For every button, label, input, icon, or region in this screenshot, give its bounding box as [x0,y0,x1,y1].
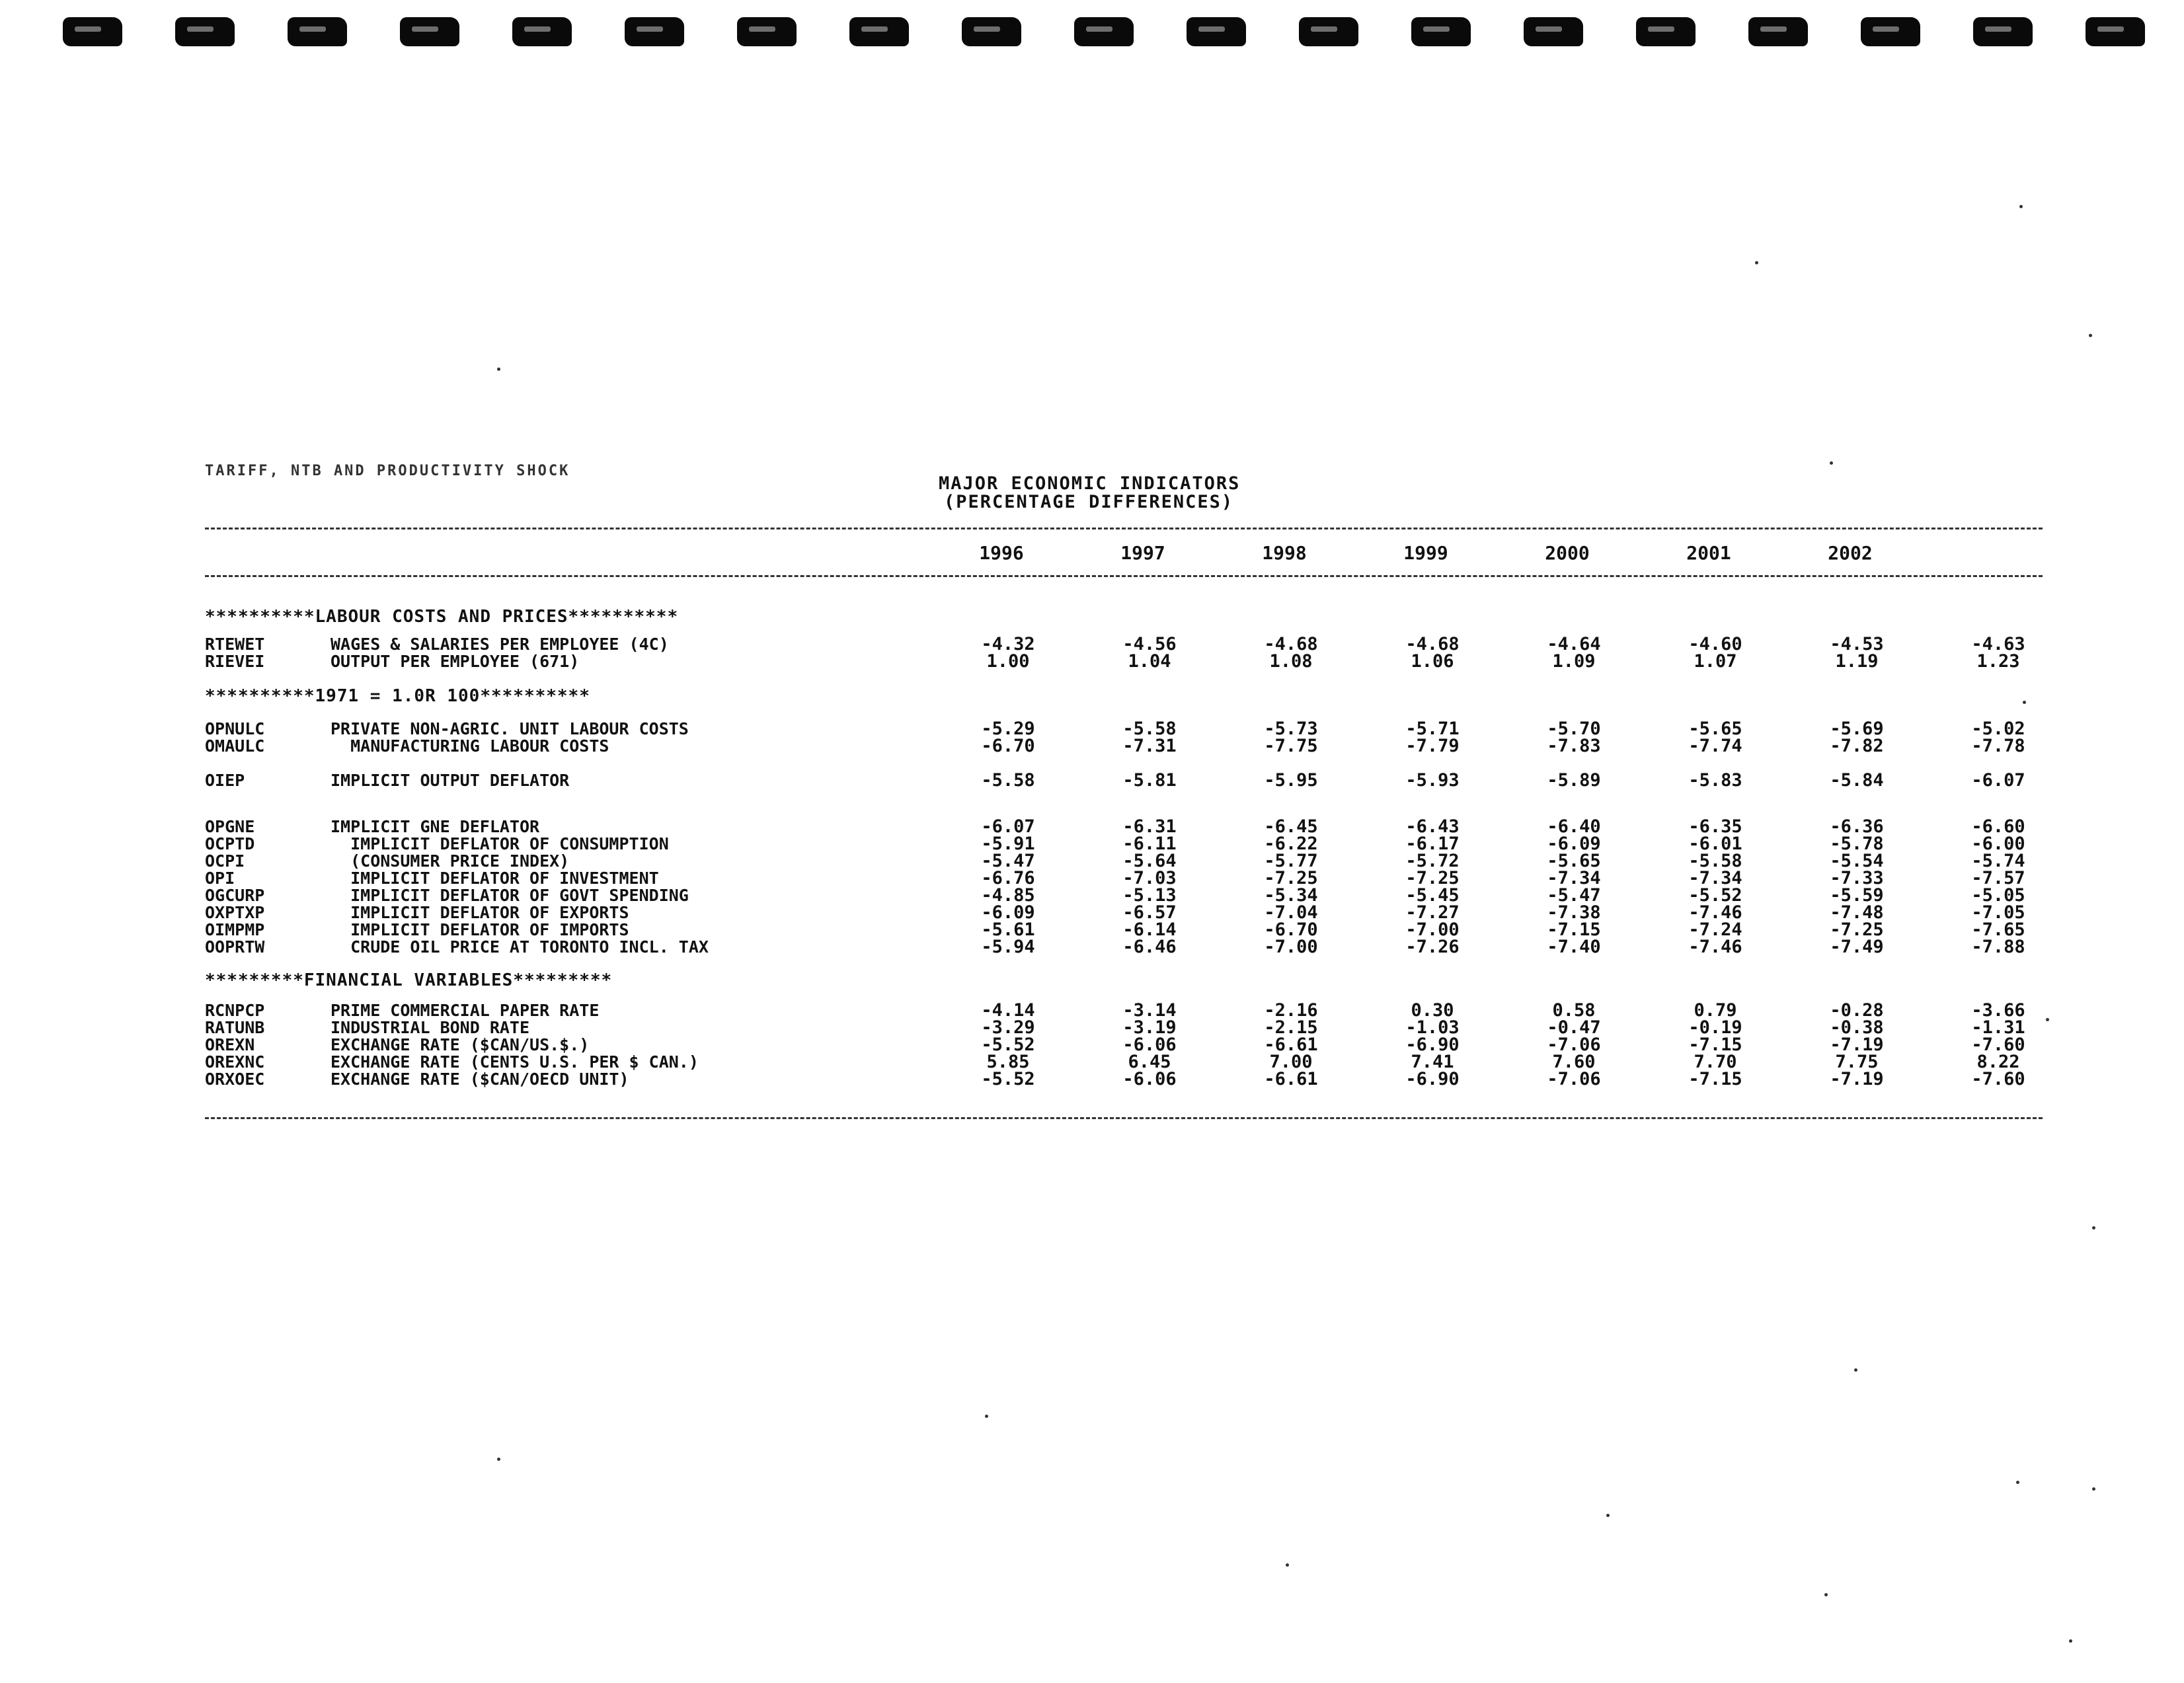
series-code: OGCURP [205,886,265,905]
value-cell: -2.15 [1264,1017,1318,1038]
value-cell: -7.06 [1547,1035,1601,1055]
indicator-report [198,456,2049,1144]
table-row [205,636,2049,653]
value-cell: -5.84 [1830,770,1884,791]
value-cell: -6.07 [1971,770,2025,791]
value-cell: 1.23 [1976,651,2020,672]
series-description: IMPLICIT DEFLATOR OF IMPORTS [331,920,629,939]
value-cell: -3.66 [1971,1000,2025,1021]
binder-hole [625,17,684,46]
value-cell: -7.79 [1405,736,1460,756]
value-cell: -3.14 [1122,1000,1177,1021]
report-title-line-2: (PERCENTAGE DIFFERENCES) [944,492,1234,512]
rule-under-years [205,575,2043,577]
section-heading-labour: **********LABOUR COSTS AND PRICES********** [205,607,679,627]
series-description: CRUDE OIL PRICE AT TORONTO INCL. TAX [331,937,709,957]
value-cell: -5.83 [1688,770,1742,791]
series-code: OREXN [205,1035,255,1054]
table-row [205,939,2049,956]
value-cell: -7.06 [1547,1069,1601,1089]
value-cell: -7.15 [1688,1035,1742,1055]
group-output-deflator [205,772,2049,789]
rule-bottom [205,1117,2043,1119]
value-cell: 1.06 [1411,651,1454,672]
table-row [205,772,2049,789]
value-cell: -7.27 [1405,902,1460,923]
value-cell: -7.83 [1547,736,1601,756]
value-cell: -3.19 [1122,1017,1177,1038]
series-code: OMAULC [205,736,265,756]
value-cell: -5.05 [1971,885,2025,906]
value-cell: -7.19 [1830,1069,1884,1089]
section-heading-base: **********1971 = 1.0R 100********** [205,686,590,706]
year-heading: 1999 [1403,542,1448,564]
value-cell: 1.08 [1269,651,1313,672]
value-cell: -6.76 [981,868,1035,888]
value-cell: -5.47 [981,851,1035,871]
value-cell: -6.46 [1122,937,1177,957]
value-cell: -5.93 [1405,770,1460,791]
value-cell: 1.04 [1128,651,1171,672]
table-row [205,738,2049,755]
value-cell: -5.81 [1122,770,1177,791]
value-cell: -7.25 [1405,868,1460,888]
series-code: OCPI [205,851,245,871]
series-description: OUTPUT PER EMPLOYEE (671) [331,652,580,671]
value-cell: -7.49 [1830,937,1884,957]
value-cell: 0.30 [1411,1000,1454,1021]
value-cell: 7.00 [1269,1052,1313,1072]
value-cell: -5.61 [981,920,1035,940]
year-heading: 1998 [1262,542,1307,564]
value-cell: -1.31 [1971,1017,2025,1038]
value-cell: -5.29 [981,719,1035,739]
value-cell: -7.82 [1830,736,1884,756]
series-description: PRIME COMMERCIAL PAPER RATE [331,1001,600,1020]
binder-hole [512,17,572,46]
series-code: OPGNE [205,817,255,836]
value-cell: -6.31 [1122,816,1177,837]
scan-speck [985,1415,988,1418]
value-cell: -7.25 [1264,868,1318,888]
scan-speck [2069,1639,2072,1643]
binder-hole [1187,17,1246,46]
series-code: OXPTXP [205,903,265,922]
value-cell: -7.40 [1547,937,1601,957]
binder-hole [1411,17,1471,46]
value-cell: -4.64 [1547,634,1601,654]
value-cell: -6.90 [1405,1069,1460,1089]
value-cell: -7.15 [1547,920,1601,940]
value-cell: -7.48 [1830,902,1884,923]
scan-speck [497,368,500,371]
series-description: IMPLICIT DEFLATOR OF GOVT SPENDING [331,886,689,905]
value-cell: -6.45 [1264,816,1318,837]
binder-hole [175,17,235,46]
value-cell: -5.47 [1547,885,1601,906]
value-cell: -7.60 [1971,1035,2025,1055]
value-cell: 7.60 [1552,1052,1596,1072]
value-cell: -4.68 [1264,634,1318,654]
value-cell: -7.03 [1122,868,1177,888]
value-cell: -6.70 [981,736,1035,756]
report-title-line-1: MAJOR ECONOMIC INDICATORS [939,473,1241,494]
value-cell: -7.34 [1547,868,1601,888]
value-cell: -5.72 [1405,851,1460,871]
value-cell: -5.69 [1830,719,1884,739]
value-cell: -2.16 [1264,1000,1318,1021]
value-cell: -4.63 [1971,634,2025,654]
scan-speck [2089,334,2092,337]
report-scenario-title: TARIFF, NTB AND PRODUCTIVITY SHOCK [205,463,570,479]
value-cell: -7.57 [1971,868,2025,888]
series-description: WAGES & SALARIES PER EMPLOYEE (4C) [331,635,669,654]
series-code: RTEWET [205,635,265,654]
value-cell: 7.70 [1694,1052,1737,1072]
table-row [205,1071,2049,1088]
value-cell: -4.60 [1688,634,1742,654]
group-wages [205,636,2049,670]
value-cell: -6.17 [1405,834,1460,854]
value-cell: -7.60 [1971,1069,2025,1089]
value-cell: -5.91 [981,834,1035,854]
value-cell: -7.46 [1688,902,1742,923]
value-cell: -6.09 [1547,834,1601,854]
year-heading: 1996 [979,542,1024,564]
value-cell: -7.00 [1405,920,1460,940]
value-cell: -7.25 [1830,920,1884,940]
value-cell: -7.31 [1122,736,1177,756]
scan-speck [1854,1368,1857,1372]
group-deflators [205,818,2049,956]
value-cell: -5.89 [1547,770,1601,791]
binder-hole [1861,17,1920,46]
series-code: RCNPCP [205,1001,265,1020]
value-cell: -5.74 [1971,851,2025,871]
binder-hole [737,17,797,46]
report-title [939,475,1240,512]
scan-speck [1824,1593,1828,1596]
value-cell: 1.19 [1835,651,1879,672]
value-cell: -6.36 [1830,816,1884,837]
value-cell: -7.33 [1830,868,1884,888]
series-description: (CONSUMER PRICE INDEX) [331,851,570,871]
value-cell: -5.52 [981,1035,1035,1055]
group-unit-labour [205,721,2049,755]
value-cell: -4.68 [1405,634,1460,654]
value-cell: -6.01 [1688,834,1742,854]
value-cell: -6.90 [1405,1035,1460,1055]
value-cell: 5.85 [986,1052,1030,1072]
value-cell: -7.19 [1830,1035,1884,1055]
binder-hole [1636,17,1696,46]
value-cell: -5.52 [981,1069,1035,1089]
scan-speck [2019,205,2023,208]
value-cell: -5.95 [1264,770,1318,791]
series-description: MANUFACTURING LABOUR COSTS [331,736,609,756]
binder-hole [63,17,122,46]
series-description: IMPLICIT DEFLATOR OF EXPORTS [331,903,629,922]
value-cell: -5.58 [1122,719,1177,739]
value-cell: -7.24 [1688,920,1742,940]
value-cell: -6.06 [1122,1069,1177,1089]
series-code: OOPRTW [205,937,265,957]
value-cell: -6.43 [1405,816,1460,837]
value-cell: -6.00 [1971,834,2025,854]
series-code: OIEP [205,771,245,790]
value-cell: -7.78 [1971,736,2025,756]
series-code: ORXOEC [205,1070,265,1089]
value-cell: -5.13 [1122,885,1177,906]
value-cell: -5.77 [1264,851,1318,871]
value-cell: -6.22 [1264,834,1318,854]
value-cell: -6.11 [1122,834,1177,854]
table-row [205,1037,2049,1054]
value-cell: -4.14 [981,1000,1035,1021]
series-description: IMPLICIT DEFLATOR OF CONSUMPTION [331,834,669,853]
value-cell: -0.38 [1830,1017,1884,1038]
series-code: OREXNC [205,1052,265,1072]
value-cell: -7.34 [1688,868,1742,888]
value-cell: -7.05 [1971,902,2025,923]
scan-speck [1755,261,1758,264]
value-cell: -5.65 [1547,851,1601,871]
value-cell: -6.06 [1122,1035,1177,1055]
series-description: IMPLICIT GNE DEFLATOR [331,817,540,836]
value-cell: -7.75 [1264,736,1318,756]
value-cell: -6.60 [1971,816,2025,837]
series-description: EXCHANGE RATE ($CAN/OECD UNIT) [331,1070,629,1089]
binder-hole [1973,17,2033,46]
series-description: IMPLICIT DEFLATOR OF INVESTMENT [331,869,659,888]
series-code: RATUNB [205,1018,265,1037]
series-description: EXCHANGE RATE ($CAN/US.$.) [331,1035,590,1054]
series-description: IMPLICIT OUTPUT DEFLATOR [331,771,570,790]
binder-hole [2086,17,2145,46]
value-cell: -0.28 [1830,1000,1884,1021]
value-cell: -5.02 [1971,719,2025,739]
value-cell: -7.04 [1264,902,1318,923]
binder-hole [1524,17,1583,46]
value-cell: -5.45 [1405,885,1460,906]
scan-speck [1286,1563,1289,1567]
value-cell: -6.35 [1688,816,1742,837]
value-cell: -7.74 [1688,736,1742,756]
value-cell: -5.58 [1688,851,1742,871]
value-cell: -6.40 [1547,816,1601,837]
value-cell: 1.00 [986,651,1030,672]
value-cell: -5.64 [1122,851,1177,871]
value-cell: -1.03 [1405,1017,1460,1038]
scan-speck [2092,1226,2095,1230]
value-cell: 0.79 [1694,1000,1737,1021]
year-heading: 1997 [1120,542,1165,564]
value-cell: 8.22 [1976,1052,2020,1072]
value-cell: -7.26 [1405,937,1460,957]
value-cell: 1.09 [1552,651,1596,672]
value-cell: -6.61 [1264,1035,1318,1055]
value-cell: -5.78 [1830,834,1884,854]
section-heading-financial: *********FINANCIAL VARIABLES********* [205,970,613,990]
binder-hole [288,17,347,46]
year-heading: 2001 [1686,542,1731,564]
value-cell: -6.07 [981,816,1035,837]
value-cell: -6.14 [1122,920,1177,940]
series-code: OIMPMP [205,920,265,939]
series-description: PRIVATE NON-AGRIC. UNIT LABOUR COSTS [331,719,689,738]
value-cell: -5.71 [1405,719,1460,739]
scan-speck [2016,1481,2019,1484]
value-cell: -5.59 [1830,885,1884,906]
value-cell: -0.19 [1688,1017,1742,1038]
value-cell: -3.29 [981,1017,1035,1038]
scan-speck [497,1458,500,1461]
value-cell: -5.73 [1264,719,1318,739]
value-cell: -6.70 [1264,920,1318,940]
value-cell: -5.65 [1688,719,1742,739]
value-cell: -5.34 [1264,885,1318,906]
value-cell: -7.88 [1971,937,2025,957]
value-cell: -4.85 [981,885,1035,906]
series-code: OCPTD [205,834,255,853]
binder-hole [400,17,459,46]
value-cell: -5.54 [1830,851,1884,871]
binder-hole [1748,17,1808,46]
value-cell: -6.57 [1122,902,1177,923]
value-cell: 7.75 [1835,1052,1879,1072]
scan-speck [2092,1487,2095,1491]
series-code: RIEVEI [205,652,265,671]
value-cell: 7.41 [1411,1052,1454,1072]
value-cell: -7.46 [1688,937,1742,957]
series-code: OPI [205,869,235,888]
table-row [205,653,2049,670]
year-header-row [198,542,2049,568]
binder-holes [63,9,2178,56]
value-cell: -4.56 [1122,634,1177,654]
value-cell: -5.52 [1688,885,1742,906]
value-cell: -4.32 [981,634,1035,654]
year-heading: 2002 [1828,542,1873,564]
value-cell: 1.07 [1694,651,1737,672]
year-heading: 2000 [1545,542,1590,564]
value-cell: -5.70 [1547,719,1601,739]
value-cell: -5.94 [981,937,1035,957]
value-cell: -7.00 [1264,937,1318,957]
binder-hole [1074,17,1134,46]
series-description: INDUSTRIAL BOND RATE [331,1018,530,1037]
value-cell: -6.61 [1264,1069,1318,1089]
value-cell: -6.09 [981,902,1035,923]
scan-speck [1606,1514,1610,1517]
series-code: OPNULC [205,719,265,738]
group-financial [205,1002,2049,1088]
value-cell: -0.47 [1547,1017,1601,1038]
series-description: EXCHANGE RATE (CENTS U.S. PER $ CAN.) [331,1052,699,1072]
rule-top [205,528,2043,529]
value-cell: -4.53 [1830,634,1884,654]
binder-hole [849,17,909,46]
binder-hole [962,17,1021,46]
value-cell: 6.45 [1128,1052,1171,1072]
value-cell: -7.38 [1547,902,1601,923]
value-cell: -5.58 [981,770,1035,791]
value-cell: 0.58 [1552,1000,1596,1021]
value-cell: -7.65 [1971,920,2025,940]
binder-hole [1299,17,1358,46]
value-cell: -7.15 [1688,1069,1742,1089]
